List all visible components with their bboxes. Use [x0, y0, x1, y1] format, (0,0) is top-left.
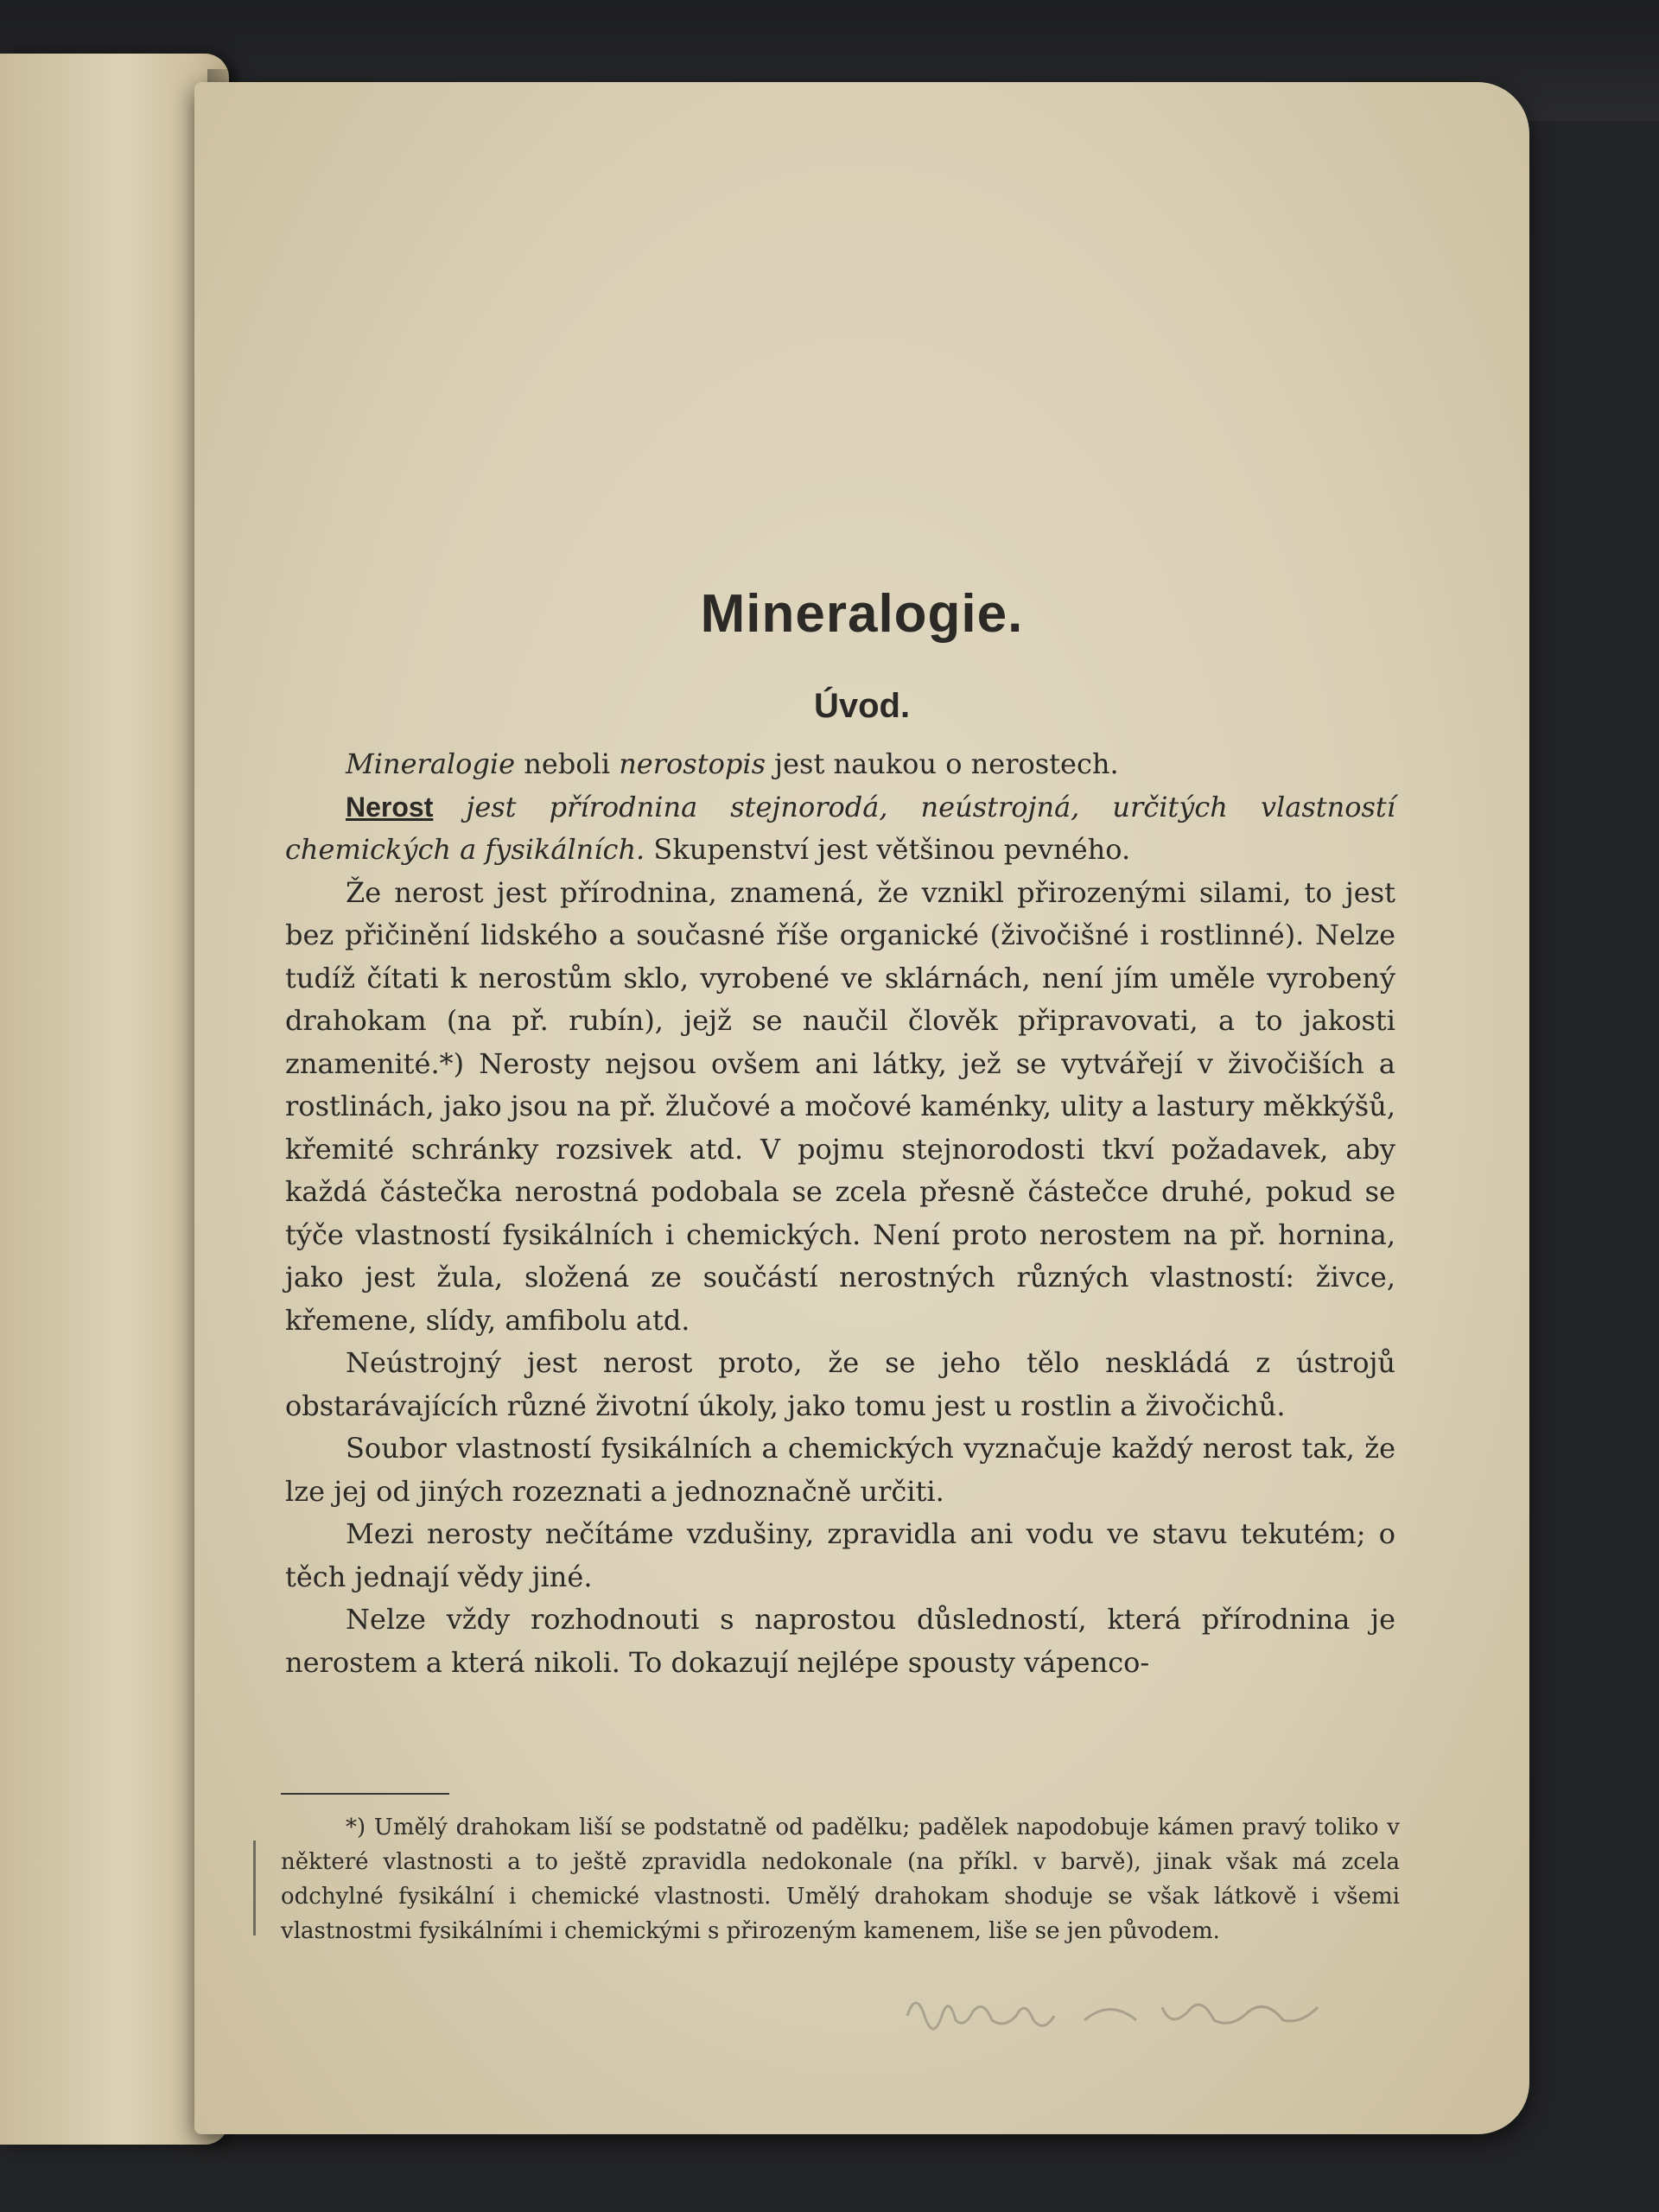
paragraph — [285, 743, 1395, 786]
paragraph — [285, 1342, 1395, 1427]
body-text — [285, 743, 1395, 1684]
text-run: Neústrojný jest nerost proto, že se jeho tělo neskládá z ústrojů obstarávajících různé životní úkoly, jako tomu jest u rostlin a živočichů. — [285, 1346, 1395, 1422]
footnote-divider — [281, 1793, 449, 1795]
text-run: Že nerost jest přírodnina, znamená, že vznikl přirozenými silami, to jest bez přičinění lidského a současné říše organické (živočišné i rostlinné). Nelze tudíž čítati k nerostům sklo, vyrobené ve sklárnách, není jím uměle vyrobený drahokam (na př. rubín), jejž se naučil člověk připravovati, a to jakosti znamenité.*) Nerosty nejsou ovšem ani látky, jež se vytvářejí v živočiších a rostlinách, jako jsou na př. žlučové a močové kaménky, ulity a lastury měkkýšů, křemité schránky rozsivek atd. V pojmu stejnorodosti tkví požadavek, aby každá částečka nerostná podobala se zcela přesně částečce druhé, pokud se týče vlastností fysikálních i chemických. Není proto nerostem na př. hornina, jako jest žula, složená ze součástí nerostných různých vlastností: živce, křemene, slídy, amfibolu atd. — [285, 875, 1395, 1337]
text-run: jest přírodnina stejnorodá, neústrojná, určitých vlastností chemických a fysikálních. — [285, 790, 1395, 866]
page-title: Mineralogie. — [700, 584, 1024, 644]
footnote-text: *) Umělý drahokam liší se podstatně od padělku; padělek napodobuje kámen pravý toliko v některé vlastnosti a to ještě zpravidla nedokonale (na příkl. v barvě), jinak však má zcela odchylné fysikální i chemické vlastnosti. Umělý drahokam shoduje se však látkově i všemi vlastnostmi fysikálními i chemickými s přirozeným kamenem, liše se jen původem. — [281, 1815, 1400, 1944]
paragraph — [285, 1427, 1395, 1513]
text-run: jest naukou o nerostech. — [765, 747, 1119, 780]
text-run: Nelze vždy rozhodnouti s naprostou důsledností, která přírodnina je nerostem a která nikoli. To dokazují nejlépe spousty vápenco- — [285, 1603, 1395, 1679]
text-run: Soubor vlastností fysikálních a chemických vyznačuje každý nerost tak, že lze jej od jiných rozeznati a jednoznačně určiti. — [285, 1432, 1395, 1508]
text-run: neboli — [515, 747, 620, 780]
page-content — [194, 82, 1529, 2134]
book-page — [194, 82, 1529, 2134]
section-heading: Úvod. — [813, 687, 911, 725]
text-run: nerostopis — [619, 747, 766, 780]
pencil-scribble — [903, 1981, 1387, 2042]
text-run: Mineralogie — [346, 747, 516, 780]
footnote — [281, 1810, 1400, 1948]
paragraph — [285, 786, 1395, 872]
paragraph — [285, 1599, 1395, 1684]
pencil-margin-mark — [253, 1840, 256, 1936]
paragraph — [285, 872, 1395, 1343]
underlined-term: Nerost — [346, 791, 434, 823]
text-run: Mezi nerosty nečítáme vzdušiny, zpravidla ani vodu ve stavu tekutém; o těch jednají vědy jiné. — [285, 1517, 1395, 1593]
paragraph — [285, 1513, 1395, 1599]
text-run: Skupenství jest většinou pevného. — [645, 833, 1131, 866]
